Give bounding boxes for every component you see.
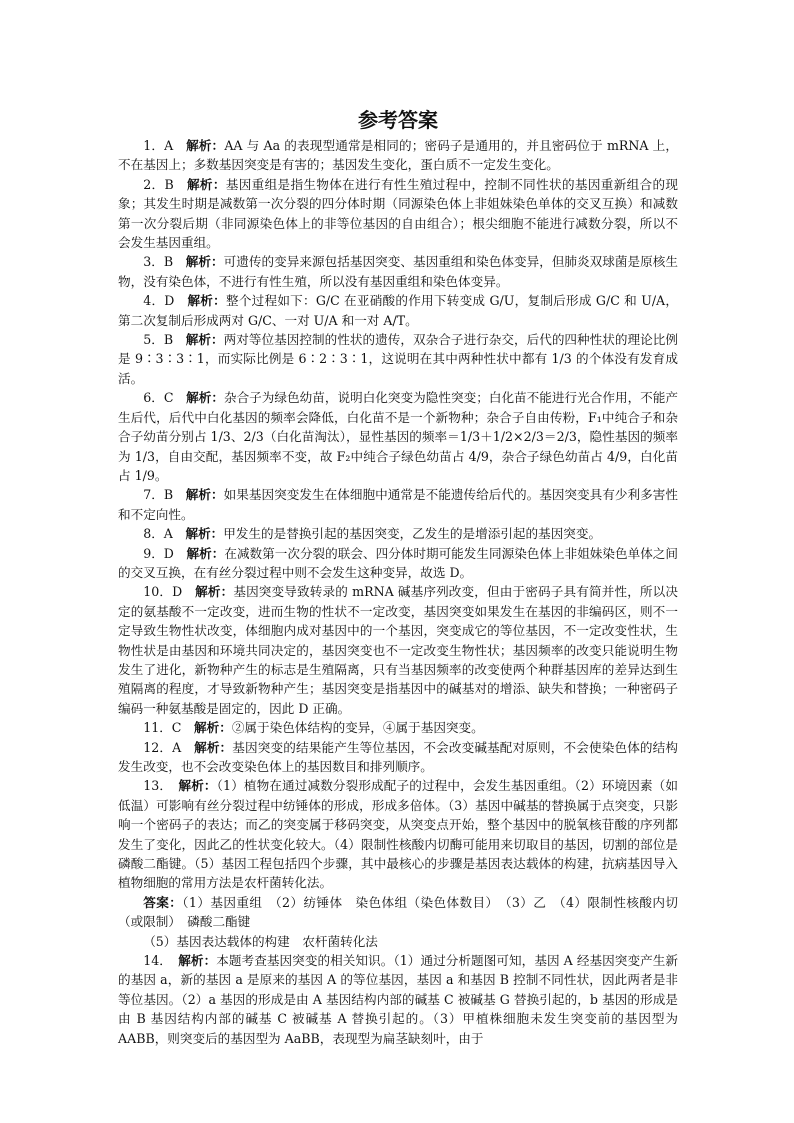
analysis-text: 甲发生的是替换引起的基因突变，乙发生的是增添引起的基因突变。 <box>223 526 602 542</box>
page-title: 参考答案 <box>358 108 438 132</box>
answer-item <box>118 544 678 583</box>
answer-item <box>118 388 678 485</box>
answer-number: 7．B <box>143 487 186 503</box>
answer-item <box>118 738 678 777</box>
answer-item <box>118 330 678 388</box>
answer-item <box>118 718 678 737</box>
analysis-text: 整个过程如下：G/C 在亚硝酸的作用下转变成 G/U，复制后形成 G/C 和 U/A，第二次复制后形成两对 G/C、一对 U/A 和一对 A/T。 <box>118 293 678 328</box>
analysis-label: 解析： <box>178 953 217 969</box>
analysis-label: 解析： <box>185 254 224 270</box>
analysis-label: 解析： <box>186 138 225 153</box>
answer-item <box>118 582 678 718</box>
answer-item <box>118 776 678 892</box>
answer-line-continued: （5）基因表达载体的构建 农杆菌转化法 <box>143 933 378 949</box>
analysis-text: 基因突变的结果能产生等位基因，不会改变碱基配对原则，不会使染色体的结构发生改变，也不会改变染色体上的基因数目和排列顺序。 <box>118 739 679 774</box>
analysis-label: 解析： <box>185 487 224 503</box>
analysis-label: 解析： <box>187 176 226 192</box>
answer-item <box>118 291 678 330</box>
answer-item <box>118 175 678 253</box>
answer-number: 2．B <box>143 176 187 192</box>
analysis-text: ②属于染色体结构的变异，④属于基因突变。 <box>231 720 484 736</box>
answer-number: 1．A <box>143 138 187 153</box>
analysis-label: 解析： <box>187 293 226 309</box>
answer-document <box>118 106 678 1048</box>
answer-number: 3．B <box>143 254 186 270</box>
answer-item <box>118 252 678 291</box>
answer-number: 10．D <box>143 584 196 600</box>
answer-number: 14． <box>143 953 179 969</box>
answer-number: 6．C <box>143 390 187 406</box>
answer-item <box>118 485 678 524</box>
answer-number: 11．C <box>143 720 195 736</box>
analysis-text: 在减数第一次分裂的联会、四分体时期可能发生同源染色体上非姐妹染色单体之间的交叉互换，在有丝分裂过程中则不会发生这种变异，故选 D。 <box>118 545 679 580</box>
analysis-label: 解析： <box>185 526 224 542</box>
answer-item <box>118 136 678 175</box>
answer-list <box>118 136 678 1048</box>
answer-number: 13． <box>143 778 179 794</box>
analysis-label: 解析： <box>186 390 224 406</box>
analysis-text: 如果基因突变发生在体细胞中通常是不能遗传给后代的。基因突变具有少利多害性和不定向性。 <box>118 487 679 522</box>
analysis-text: 可遗传的变异来源包括基因突变、基因重组和染色体变异，但肺炎双球菌是原核生物，没有染色体，不进行有性生殖，所以没有基因重组和染色体变异。 <box>118 254 679 289</box>
analysis-text: 两对等位基因控制的性状的遗传，双杂合子进行杂交，后代的四种性状的理论比例是 9∶3∶3∶1，而实际比例是 6∶2∶3∶1，这说明在其中两种性状中都有 1/3 的个体没有发育成活。 <box>118 332 679 386</box>
analysis-label: 解析： <box>194 739 233 755</box>
answer-text: （1）基因重组 （2）纺锤体 染色体组（染色体数目） （3）乙 （4）限制性核酸内切（或限制） 磷酸二酯键 <box>118 894 679 930</box>
analysis-text: 杂合子为绿色幼苗，说明白化突变为隐性突变；白化苗不能进行光合作用，不能产生后代，后代中白化基因的频率会降低，白化苗不是一个新物种；杂合子自由传粉，F₁中纯合子和杂合子幼苗分别占 1/3、2/3（白化苗淘汰），显性基因的频率＝1/3＋1/2×2/3＝2/3，隐性基因的频率为 1/3，自由交配，基因频率不变，故 F₂中纯合子绿色幼苗占 4/9，杂合子绿色幼苗占 4/9，白化苗占 1/9。 <box>118 390 679 483</box>
analysis-label: 解析： <box>185 332 224 348</box>
analysis-text: 基因重组是指生物体在进行有性生殖过程中，控制不同性状的基因重新组合的现象；其发生时期是减数第一次分裂的四分体时期（同源染色体上非姐妹染色单体的交叉互换）和减数第一次分裂后期（非同源染色体上的非等位基因的自由组合）；根尖细胞不能进行减数分裂，所以不会发生基因重组。 <box>118 176 679 251</box>
analysis-label: 解析： <box>195 584 234 600</box>
answer-number: 8．A <box>143 526 186 542</box>
answer-number: 4．D <box>143 293 188 309</box>
analysis-text: AA 与 Aa 的表现型通常是相同的；密码子是通用的，并且密码位于 mRNA 上，不在基因上；多数基因突变是有害的；基因发生变化，蛋白质不一定发生变化。 <box>118 138 679 173</box>
analysis-label: 解析： <box>186 545 225 561</box>
analysis-label: 解析： <box>178 778 217 794</box>
analysis-text: 本题考查基因突变的相关知识。（1）通过分析题图可知，基因 A 经基因突变产生新的基因 a，新的基因 a 是原来的基因 A 的等位基因，基因 a 和基因 B 控制不同性状，因此两者是非等位基因。（2）a 基因的形成是由 A 基因结构内部的碱基 C 被碱基 G 替换引起的，b 基因的形成是由 B 基因结构内部的碱基 C 被碱基 A 替换引起的。（3）甲植株细胞未发生突变前的基因型为 AABB，则突变后的基因型为 AaBB，表现型为扁茎缺刻叶，由于 <box>118 953 678 1046</box>
answer-number: 5．B <box>143 332 186 348</box>
analysis-text: 基因突变导致转录的 mRNA 碱基序列改变，但由于密码子具有简并性，所以决定的氨基酸不一定改变，进而生物的性状不一定改变，基因突变如果发生在基因的非编码区，则不一定导致生物性状改变，体细胞内成对基因中的一个基因，突变成它的等位基因，不一定改变性状，生物性状是由基因和环境共同决定的，基因突变也不一定改变生物性状；基因频率的改变只能说明生物发生了进化，新物种产生的标志是生殖隔离，只有当基因频率的改变使两个种群基因库的差异达到生殖隔离的程度，才导致新物种产生；基因突变是指基因中的碱基对的增添、缺失和替换；一种密码子编码一种氨基酸是固定的，因此 D 正确。 <box>118 584 679 716</box>
answer-line <box>118 893 678 932</box>
answer-item <box>118 951 678 1048</box>
answer-number: 9．D <box>143 545 187 561</box>
analysis-text: （1）植物在通过减数分裂形成配子的过程中，会发生基因重组。（2）环境因素（如低温）可影响有丝分裂过程中纺锤体的形成，形成多倍体。（3）基因中碱基的替换属于点突变，只影响一个密码子的表达；而乙的突变属于移码突变，从突变点开始，整个基因中的脱氧核苷酸的序列都发生了变化，因此乙的性状变化较大。（4）限制性核酸内切酶可能用来切取目的基因，切割的部位是磷酸二酯键。（5）基因工程包括四个步骤，其中最核心的步骤是基因表达载体的构建，抗病基因导入植物细胞的常用方法是农杆菌转化法。 <box>118 778 678 891</box>
answer-item <box>118 524 678 543</box>
analysis-label: 解析： <box>194 720 232 736</box>
answer-label: 答案： <box>143 894 183 910</box>
answer-number: 12．A <box>143 739 195 755</box>
